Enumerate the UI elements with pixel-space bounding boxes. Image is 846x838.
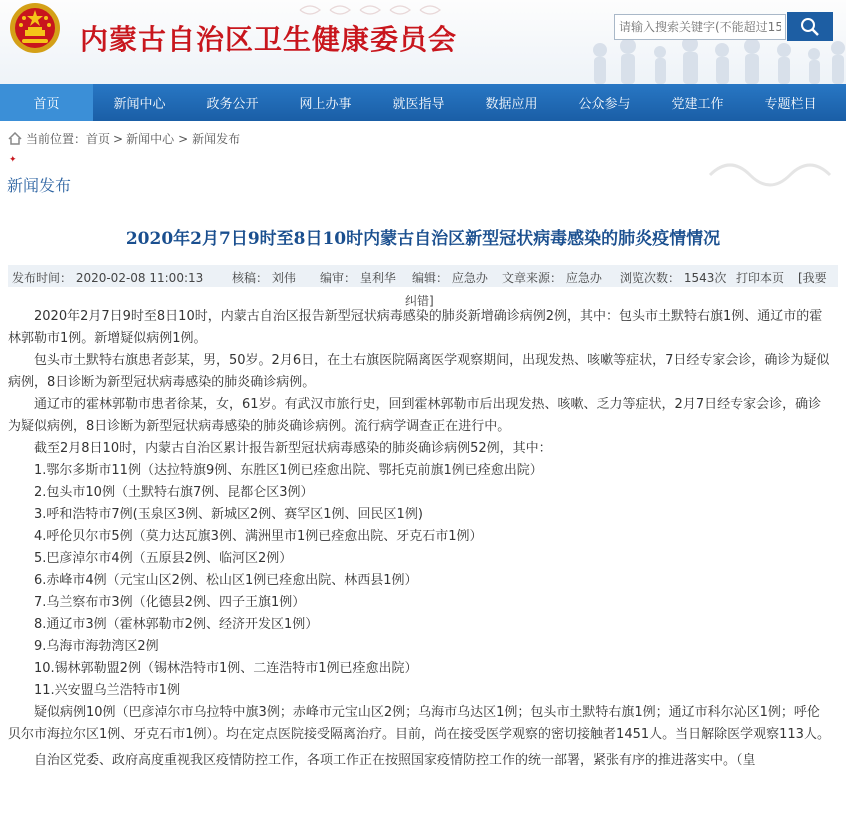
nav-item-topics[interactable]: 专题栏目: [764, 97, 817, 112]
case-list-item: 3.呼和浩特市7例(玉泉区3例、新城区2例、赛罕区1例、回民区1例): [34, 507, 423, 522]
search-button[interactable]: [787, 12, 833, 41]
main-nav: [0, 84, 846, 121]
case-list-item: 4.呼伦贝尔市5例（莫力达瓦旗3例、满洲里市1例已痊愈出院、牙克石市1例）: [34, 529, 483, 544]
article-title: 2020年2月7日9时至8日10时内蒙古自治区新型冠状病毒感染的肺炎疫情情况: [125, 229, 721, 249]
search-icon: [800, 17, 820, 37]
section-marker: ✦: [9, 155, 17, 165]
case-list-item: 1.鄂尔多斯市11例（达拉特旗9例、东胜区1例已痊愈出院、鄂托克前旗1例已痊愈出院）: [34, 463, 543, 478]
nav-item-news[interactable]: 新闻中心: [113, 97, 166, 112]
case-list-item: 6.赤峰市4例（元宝山区2例、松山区1例已痊愈出院、林西县1例）: [34, 573, 418, 588]
nav-item-gov-affairs[interactable]: 政务公开: [206, 97, 259, 112]
nav-item-home[interactable]: 首页: [0, 84, 93, 121]
article-paragraph: 截至2月8日10时，内蒙古自治区累计报告新型冠状病毒感染的肺炎确诊病例52例，其中：: [34, 441, 552, 456]
nav-item-public[interactable]: 公众参与: [578, 97, 631, 112]
article-paragraph: 包头市土默特右旗患者彭某，男，50岁。2月6日，在土右旗医院隔离医学观察期间，出现发热、咳嗽等症状，7日经专家会诊，确诊为疑似病例，8日诊断为新型冠状病毒感染的肺炎确诊病例。: [8, 353, 830, 390]
case-list-item: 7.乌兰察布市3例（化德县2例、四子王旗1例）: [34, 595, 306, 610]
home-icon: [8, 132, 22, 145]
editor: 编审： 皇利华: [320, 271, 396, 285]
section-title: 新闻发布: [7, 176, 72, 195]
article-paragraph: 疑似病例10例（巴彦淖尔市乌拉特中旗3例；赤峰市元宝山区2例；乌海市乌达区1例；包头市土默特右旗1例；通辽市科尔沁区1例；呼伦贝尔市海拉尔区1例、牙克石市1例）。均在定点医院接受隔离治疗。目前，尚在接受医学观察的密切接触者1451人。当日解除医学观察113人。: [8, 705, 830, 742]
view-count: 浏览次数： 1543次: [620, 271, 727, 285]
publish-time: 发布时间： 2020-02-08 11:00:13: [12, 271, 204, 285]
search-input[interactable]: [614, 14, 786, 40]
case-list-item: 11.兴安盟乌兰浩特市1例: [34, 683, 180, 698]
article-paragraph: 自治区党委、政府高度重视我区疫情防控工作，各项工作正在按照国家疫情防控工作的统一部署，紧张有序的推进落实中。（皇: [34, 753, 756, 768]
compiler: 编辑： 应急办: [412, 271, 488, 285]
case-list-item: 2.包头市10例（土默特右旗7例、昆都仑区3例）: [34, 485, 314, 500]
case-list-item: 5.巴彦淖尔市4例（五原县2例、临河区2例）: [34, 551, 293, 566]
breadcrumb-news-release[interactable]: 新闻发布: [192, 132, 241, 146]
report-error-link-cont[interactable]: 纠错]: [405, 294, 434, 308]
nav-item-online-services[interactable]: 网上办事: [299, 97, 352, 112]
proofreader: 核稿： 刘伟: [232, 271, 296, 285]
breadcrumb-separator: >: [113, 131, 124, 146]
case-list-item: 8.通辽市3例（霍林郭勒市2例、经济开发区1例）: [34, 617, 319, 632]
breadcrumb: [8, 130, 240, 147]
nav-item-party[interactable]: 党建工作: [671, 97, 724, 112]
breadcrumb-home[interactable]: 首页: [86, 132, 111, 146]
breadcrumb-separator: >: [178, 131, 189, 146]
print-link[interactable]: 打印本页: [736, 271, 785, 285]
article-paragraph: 通辽市的霍林郭勒市患者徐某，女，61岁。有武汉市旅行史，回到霍林郭勒市后出现发热、咳嗽、乏力等症状，2月7日经专家会诊，确诊为疑似病例，8日诊断为新型冠状病毒感染的肺炎确诊病例。流行病学调查正在进行中。: [8, 397, 822, 434]
nav-item-medical-guide[interactable]: 就医指导: [392, 97, 445, 112]
emblem-icon: [8, 1, 62, 55]
article-meta: [8, 265, 838, 287]
article-source: 文章来源： 应急办: [502, 271, 602, 285]
section-decoration: [700, 150, 846, 200]
nav-item-data[interactable]: 数据应用: [485, 97, 538, 112]
site-header: [0, 0, 846, 84]
report-error-link[interactable]: [我要: [798, 271, 827, 285]
site-title[interactable]: 内蒙古自治区卫生健康委员会: [80, 23, 458, 56]
article-body: [8, 306, 831, 772]
case-list-item: 9.乌海市海勃湾区2例: [34, 639, 159, 654]
article-paragraph: 2020年2月7日9时至8日10时，内蒙古自治区报告新型冠状病毒感染的肺炎新增确诊病例2例，其中：包头市土默特右旗1例、通辽市的霍林郭勒市1例。新增疑似病例1例。: [8, 309, 823, 346]
case-list-item: 10.锡林郭勒盟2例（锡林浩特市1例、二连浩特市1例已痊愈出院）: [34, 661, 418, 676]
breadcrumb-label: 当前位置：: [26, 132, 87, 146]
breadcrumb-news-center[interactable]: 新闻中心: [126, 132, 175, 146]
